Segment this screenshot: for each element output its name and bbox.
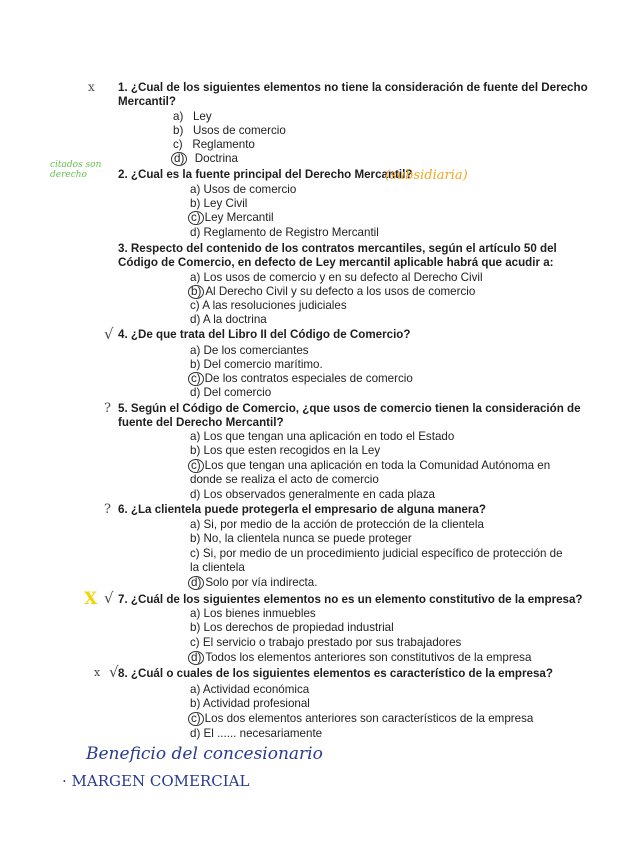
q6-option-c bbox=[190, 547, 563, 561]
q6-option-c-continued: la clientela bbox=[190, 561, 245, 574]
q5-option-a bbox=[190, 430, 454, 444]
q8-option-c bbox=[188, 712, 533, 726]
q5-line-1: 5. Según el Código de Comercio, ¿que usos de comercio tienen la consideración de bbox=[118, 402, 581, 415]
q2-option-a bbox=[190, 183, 296, 197]
q3-option-a bbox=[190, 271, 483, 285]
q4-option-c bbox=[188, 372, 413, 386]
q6-line-1: 6. ¿La clientela puede protegerla el empresario de alguna manera? bbox=[118, 503, 486, 516]
option-text: Al Derecho Civil y su defecto a los usos de comercio bbox=[205, 285, 476, 298]
handwritten-check-icon: √ bbox=[104, 589, 114, 607]
selected-answer-circle: c) bbox=[188, 712, 204, 726]
handwritten-question-mark: ? bbox=[104, 502, 111, 517]
option-text: Doctrina bbox=[194, 152, 238, 165]
option-letter: a) bbox=[190, 183, 201, 196]
option-text: Reglamento de Registro Mercantil bbox=[203, 226, 379, 239]
q5-option-b bbox=[190, 444, 380, 458]
q7-option-a bbox=[190, 607, 316, 621]
selected-answer-circle: c) bbox=[188, 372, 204, 386]
option-letter: a) bbox=[190, 271, 201, 284]
option-letter: a) bbox=[190, 683, 201, 696]
option-text: A la doctrina bbox=[202, 313, 267, 326]
q6-option-a bbox=[190, 518, 484, 532]
option-text: Los usos de comercio y en su defecto al Derecho Civil bbox=[203, 271, 483, 284]
handwritten-margen-comercial-note: · MARGEN COMERCIAL bbox=[62, 772, 250, 790]
q1-option-d bbox=[171, 152, 238, 166]
q6-option-d bbox=[188, 576, 317, 590]
option-letter: d) bbox=[190, 226, 201, 239]
handwritten-yellow-x-mark: X bbox=[84, 589, 98, 609]
option-text: Usos de comercio bbox=[203, 183, 297, 196]
option-letter: b) bbox=[190, 532, 201, 545]
selected-answer-circle: c) bbox=[188, 459, 204, 473]
option-letter: b) bbox=[190, 197, 201, 210]
option-text: El servicio o trabajo prestado por sus trabajadores bbox=[202, 636, 462, 649]
q4-option-d bbox=[190, 386, 271, 400]
q5-option-d bbox=[190, 488, 435, 502]
option-letter: b) bbox=[190, 358, 201, 371]
option-text: Los derechos de propiedad industrial bbox=[203, 621, 394, 634]
option-text: Actividad profesional bbox=[202, 697, 310, 710]
handwritten-green-note: citados son derecho bbox=[50, 160, 102, 180]
q2-line-1: 2. ¿Cual es la fuente principal del Derecho Mercantil? bbox=[118, 168, 413, 181]
q4-option-b bbox=[190, 358, 323, 372]
q4-option-a bbox=[190, 344, 309, 358]
q3-line-1: 3. Respecto del contenido de los contratos mercantiles, según el artículo 50 del bbox=[118, 242, 557, 255]
handwritten-subsidiaria-note: (subsidiaria) bbox=[385, 168, 468, 183]
option-text: De los contratos especiales de comercio bbox=[204, 372, 413, 385]
option-letter: b) bbox=[190, 697, 201, 710]
option-letter: d) bbox=[190, 488, 201, 501]
q1-line-2: Mercantil? bbox=[118, 95, 176, 108]
selected-answer-circle: c) bbox=[188, 211, 204, 225]
option-text: Actividad económica bbox=[202, 683, 310, 696]
option-text: Usos de comercio bbox=[192, 124, 286, 137]
q7-option-d bbox=[188, 651, 531, 665]
option-text: Los que tengan una aplicación en todo el Estado bbox=[203, 430, 455, 443]
q8-option-d bbox=[190, 727, 322, 741]
option-letter: a) bbox=[190, 518, 201, 531]
handwritten-check-icon: √ bbox=[104, 325, 114, 343]
option-letter: c) bbox=[190, 636, 200, 649]
q1-option-c bbox=[173, 138, 255, 152]
selected-answer-circle: d) bbox=[171, 152, 187, 166]
option-letter: c) bbox=[190, 299, 200, 312]
option-text: Del comercio bbox=[203, 386, 272, 399]
option-letter: c) bbox=[173, 138, 183, 151]
handwritten-beneficio-note: Beneficio del concesionario bbox=[86, 744, 323, 764]
option-text: El ...... necesariamente bbox=[203, 727, 323, 740]
option-letter: b) bbox=[190, 444, 201, 457]
option-text: De los comerciantes bbox=[203, 344, 309, 357]
option-text: Ley bbox=[192, 110, 212, 123]
option-text: Todos los elementos anteriores son constitutivos de la empresa bbox=[205, 651, 532, 664]
option-letter: a) bbox=[190, 430, 201, 443]
q3-option-c bbox=[190, 299, 347, 313]
option-text: No, la clientela nunca se puede proteger bbox=[203, 532, 412, 545]
option-text: Los que esten recogidos en la Ley bbox=[203, 444, 381, 457]
selected-answer-circle: d) bbox=[188, 651, 204, 665]
q4-line-1: 4. ¿De que trata del Libro II del Código de Comercio? bbox=[118, 328, 411, 341]
option-letter: d) bbox=[190, 386, 201, 399]
q3-option-b bbox=[188, 285, 475, 299]
q1-line-1: 1. ¿Cual de los siguientes elementos no tiene la consideración de fuente del Derecho bbox=[118, 81, 588, 94]
q2-option-b bbox=[190, 197, 247, 211]
q5-option-c bbox=[188, 459, 550, 473]
selected-answer-circle: d) bbox=[188, 576, 204, 590]
q8-option-b bbox=[190, 697, 310, 711]
q5-line-2: fuente del Derecho Mercantil? bbox=[118, 416, 284, 429]
option-letter: d) bbox=[190, 313, 201, 326]
q7-option-c bbox=[190, 636, 461, 650]
q2-option-d bbox=[190, 226, 379, 240]
q7-option-b bbox=[190, 621, 394, 635]
q6-option-b bbox=[190, 532, 412, 546]
option-text: A las resoluciones judiciales bbox=[202, 299, 347, 312]
option-text: Los bienes inmuebles bbox=[203, 607, 316, 620]
option-text: Los dos elementos anteriores son característicos de la empresa bbox=[204, 712, 534, 725]
q8-option-a bbox=[190, 683, 309, 697]
q3-line-2: Código de Comercio, en defecto de Ley mercantil aplicable habrá que acudir a: bbox=[118, 256, 554, 269]
q7-line-1: 7. ¿Cuál de los siguientes elementos no es un elemento constitutivo de la empresa? bbox=[118, 593, 583, 606]
option-letter: a) bbox=[173, 110, 184, 123]
selected-answer-circle: b) bbox=[188, 285, 204, 299]
q1-option-b bbox=[173, 124, 286, 138]
handwritten-x-mark: x bbox=[88, 80, 95, 94]
q3-option-d bbox=[190, 313, 267, 327]
q1-option-a bbox=[173, 110, 212, 124]
q5-option-c-continued: donde se realiza el acto de comercio bbox=[190, 473, 379, 486]
option-text: Reglamento bbox=[192, 138, 255, 151]
handwritten-question-mark: ? bbox=[104, 401, 111, 416]
handwritten-check-icon: √ bbox=[109, 663, 119, 681]
option-letter: a) bbox=[190, 344, 201, 357]
option-letter: a) bbox=[190, 607, 201, 620]
option-letter: d) bbox=[190, 727, 201, 740]
option-text: Si, por medio de la acción de protección de la clientela bbox=[203, 518, 484, 531]
option-text: Ley Civil bbox=[203, 197, 248, 210]
option-letter: c) bbox=[190, 547, 200, 560]
option-letter: b) bbox=[190, 621, 201, 634]
option-text: Del comercio marítimo. bbox=[203, 358, 323, 371]
q2-option-c bbox=[188, 211, 274, 225]
option-text: Los que tengan una aplicación en toda la Comunidad Autónoma en bbox=[204, 459, 551, 472]
option-text: Ley Mercantil bbox=[204, 211, 274, 224]
option-text: Solo por vía indirecta. bbox=[205, 576, 318, 589]
option-text: Si, por medio de un procedimiento judicial específico de protección de bbox=[202, 547, 563, 560]
handwritten-x-mark: x bbox=[94, 666, 101, 679]
option-text: Los observados generalmente en cada plaza bbox=[203, 488, 435, 501]
option-letter: b) bbox=[173, 124, 184, 137]
q8-line-1: 8. ¿Cuál o cuales de los siguientes elementos es característico de la empresa? bbox=[118, 667, 553, 680]
